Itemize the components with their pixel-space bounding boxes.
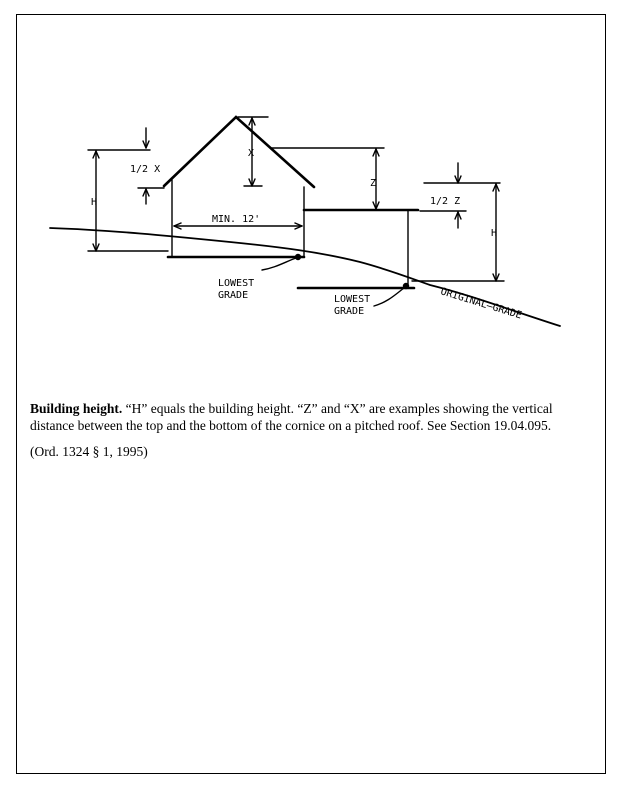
ordinance-reference: (Ord. 1324 § 1, 1995) bbox=[30, 444, 148, 459]
original-grade-line bbox=[50, 228, 560, 326]
h-right-label: H bbox=[491, 228, 498, 239]
original-grade-label: ORIGINAL—GRADE bbox=[439, 286, 523, 322]
x-label: X bbox=[248, 148, 255, 159]
lowest-grade-1-leader bbox=[262, 258, 296, 270]
z-label: Z bbox=[370, 178, 377, 189]
half-z-label: 1/2 Z bbox=[430, 196, 461, 207]
h-left-label: H bbox=[91, 197, 98, 208]
lowest-grade-2-leader bbox=[374, 288, 404, 306]
half-x-label: 1/2 X bbox=[130, 164, 161, 175]
lowest-grade-1-line2: GRADE bbox=[218, 290, 249, 301]
caption-body: “H” equals the building height. “Z” and “X” are examples showing the vertical distance between the top and the bottom of the cornice on a pitched roof. See Section 19.04.095. bbox=[30, 401, 553, 433]
caption-title: Building height. bbox=[30, 401, 123, 416]
lowest-grade-2-line2: GRADE bbox=[334, 306, 365, 317]
lowest-grade-2-line1: LOWEST bbox=[334, 294, 371, 305]
caption bbox=[30, 400, 590, 434]
left-house-roof bbox=[164, 117, 314, 187]
min-width-label: MIN. 12' bbox=[212, 214, 261, 225]
lowest-grade-1-line1: LOWEST bbox=[218, 278, 255, 289]
